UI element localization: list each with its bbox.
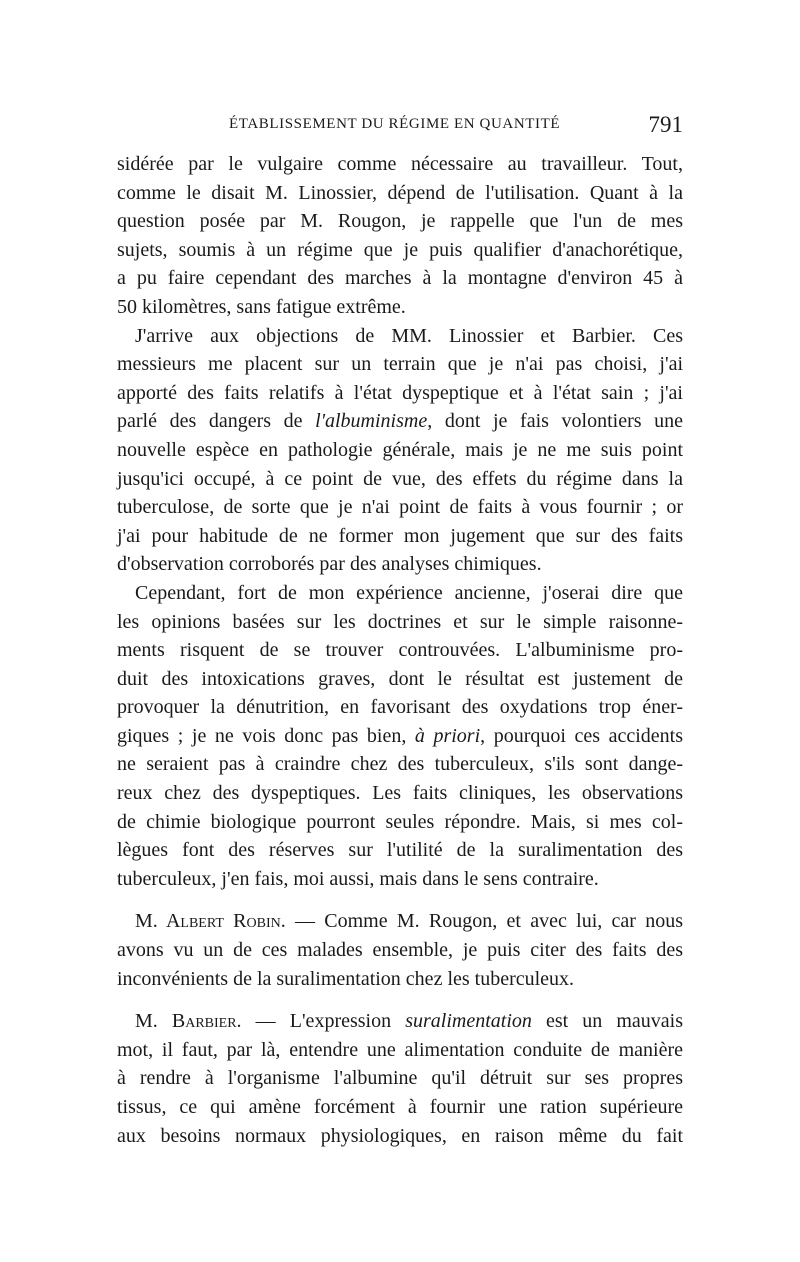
text-line: ments risquent de se trouver controuvées. L'albuminisme pro- bbox=[117, 639, 683, 662]
speaker-name: M. Barbier. bbox=[135, 1010, 242, 1033]
text-segment: , pourquoi ces accidents bbox=[480, 724, 683, 747]
text-segment: , dont je fais volontiers une bbox=[427, 410, 683, 433]
running-head: ÉTABLISSEMENT DU RÉGIME EN QUANTITÉ bbox=[229, 116, 561, 132]
text-line: jusqu'ici occupé, à ce point de vue, des effets du régime dans la bbox=[117, 467, 683, 490]
text-line: aux besoins normaux physiologiques, en raison même du fait bbox=[117, 1124, 683, 1147]
text-line: nouvelle espèce en pathologie générale, mais je ne me suis point bbox=[117, 438, 683, 461]
text-line: 50 kilomètres, sans fatigue extrême. bbox=[117, 295, 406, 318]
text-line: à rendre à l'organisme l'albumine qu'il détruit sur ses propres bbox=[117, 1067, 683, 1090]
text-line: tuberculose, de sorte que je n'ai point de faits à vous fournir ; or bbox=[117, 496, 683, 519]
text-line: a pu faire cependant des marches à la montagne d'environ 45 à bbox=[117, 267, 683, 290]
text-line bbox=[117, 907, 683, 936]
text-line: lègues font des réserves sur l'utilité de la suralimentation des bbox=[117, 839, 683, 862]
text-line: les opinions basées sur les doctrines et sur le simple raisonne- bbox=[117, 610, 683, 633]
text-line bbox=[117, 722, 683, 751]
italic-term: l'albuminisme bbox=[315, 410, 428, 433]
text-line: tuberculeux, j'en fais, moi aussi, mais dans le sens contraire. bbox=[117, 867, 599, 890]
italic-term: à priori bbox=[414, 724, 481, 747]
text-line: duit des intoxications graves, dont le résultat est justement de bbox=[117, 667, 683, 690]
text-line: ne seraient pas à craindre chez des tuberculeux, s'ils sont dange- bbox=[117, 753, 683, 776]
text-line: tissus, ce qui amène forcément à fournir une ration supérieure bbox=[117, 1096, 683, 1118]
text-line: provoquer la dénutrition, en favorisant des oxydations trop éner- bbox=[117, 696, 683, 719]
text-line: de chimie biologique pourront seules répondre. Mais, si mes col- bbox=[117, 810, 683, 833]
paragraph-gap bbox=[117, 893, 683, 907]
text-segment: giques ; je ne vois donc pas bien, bbox=[117, 724, 415, 747]
text-line: apporté des faits relatifs à l'état dyspeptique et à l'état sain ; j'ai bbox=[117, 381, 683, 404]
italic-term: suralimentation bbox=[405, 1010, 532, 1033]
text-line: comme le disait M. Linossier, dépend de l'utilisation. Quant à la bbox=[117, 181, 683, 204]
text-line bbox=[117, 1007, 683, 1036]
text-line: J'arrive aux objections de MM. Linossier et Barbier. Ces bbox=[135, 324, 683, 347]
text-line: avons vu un de ces malades ensemble, je puis citer des faits des bbox=[117, 939, 683, 962]
page-number: 791 bbox=[648, 112, 683, 137]
speaker-name: M. Albert Robin. bbox=[135, 910, 286, 933]
text-line: question posée par M. Rougon, je rappelle que l'un de mes bbox=[117, 210, 683, 233]
text-line: messieurs me placent sur un terrain que je n'ai pas choisi, j'ai bbox=[117, 353, 683, 376]
text-line: sidérée par le vulgaire comme nécessaire au travailleur. Tout, bbox=[117, 153, 683, 175]
text-line: mot, il faut, par là, entendre une alimentation conduite de manière bbox=[117, 1038, 683, 1061]
text-segment: est un mauvais bbox=[531, 1010, 684, 1033]
text-segment: parlé des dangers de bbox=[117, 410, 316, 433]
page-header bbox=[117, 112, 683, 142]
text-line: j'ai pour habitude de ne former mon jugement que sur des faits bbox=[117, 524, 683, 547]
body-text bbox=[117, 150, 683, 1150]
text-line: sujets, soumis à un régime que je puis qualifier d'anachorétique, bbox=[117, 238, 683, 261]
text-line: inconvénients de la suralimentation chez les tuberculeux. bbox=[117, 967, 575, 990]
text-line: Cependant, fort de mon expérience ancienne, j'oserai dire que bbox=[135, 581, 683, 604]
text-line: d'observation corroborés par des analyses chimiques. bbox=[117, 553, 542, 576]
text-segment: — Comme M. Rougon, et avec lui, car nous bbox=[285, 910, 683, 933]
text-line bbox=[117, 407, 683, 436]
paragraph-gap bbox=[117, 993, 683, 1007]
text-line: reux chez des dyspeptiques. Les faits cliniques, les observations bbox=[117, 782, 683, 805]
text-segment: — L'expression bbox=[241, 1010, 406, 1033]
